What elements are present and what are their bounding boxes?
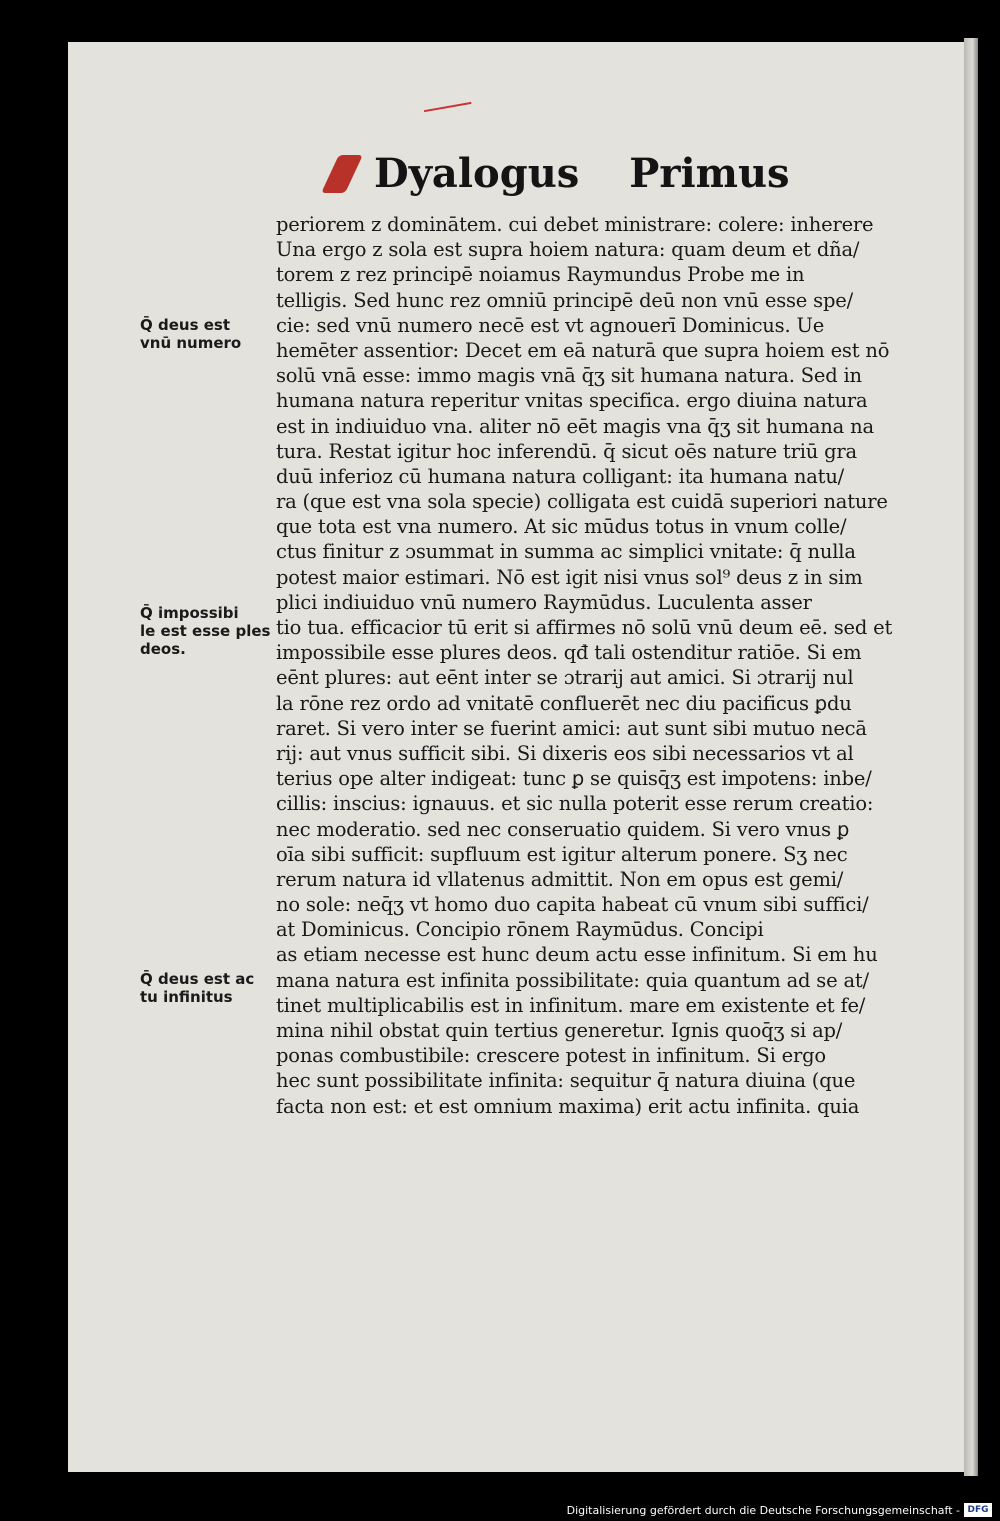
text-line: humana natura reperitur vnitas specifica. ergo diuina natura: [276, 389, 868, 413]
margin-note-2: [140, 604, 276, 658]
margin-note-line: Q̄ impossibi: [140, 604, 239, 622]
text-line: duū inferioz cū humana natura colligant: ita humana natu/: [276, 464, 845, 488]
text-line: raret. Si vero inter se fuerint amici: aut sunt sibi mutuo necā: [276, 716, 867, 740]
text-line: ctus finitur z ɔsummat in summa ac simplici vnitate: q̄ nulla: [276, 540, 856, 564]
text-line: mina nihil obstat quin tertius generetur. Ignis quoq̄ʒ si ap/: [276, 1019, 843, 1042]
text-line: tura. Restat igitur hoc inferendū. q̄ sicut oēs nature triū gra: [276, 439, 857, 463]
text-line: nec moderatio. sed nec conseruatio quidem. Si vero vnus ꝑ: [276, 817, 850, 841]
text-line: cie: sed vnū numero necē est vt agnouerī Dominicus. Ue: [276, 313, 825, 337]
text-line: est in indiuiduo vna. aliter nō eēt magis vna q̄ʒ sit humana na: [276, 414, 874, 438]
page-heading: [330, 150, 830, 214]
margin-note-1: [140, 316, 276, 352]
text-line: torem z rez principē noiamus Raymundus Probe me in: [276, 263, 805, 287]
text-line: Una ergo z sola est supra hoiem natura: quam deum et dña/: [276, 238, 860, 262]
margin-note-line: Q̄ deus est: [140, 316, 230, 334]
text-line: rij: aut vnus sufficit sibi. Si dixeris eos sibi necessarios vt al: [276, 741, 854, 765]
dfg-logo-icon: DFG: [964, 1503, 992, 1517]
text-line: la rōne rez ordo ad vnitatē confluerēt nec diu pacificus ꝑdu: [276, 691, 852, 715]
margin-note-line: deos.: [140, 640, 186, 658]
text-line: terius ope alter indigeat: tunc ꝑ se quisq̄ʒ est impotens: inbe/: [276, 767, 872, 791]
text-line: telligis. Sed hunc rez omniū principē deū non vnū esse spe/: [276, 288, 853, 312]
text-line: ra (que est vna sola specie) colligata est cuidā superiori nature: [276, 490, 888, 514]
margin-note-line: Q̄ deus est ac: [140, 970, 255, 988]
heading-word-1: Dyalogus: [374, 150, 580, 197]
heading-word-2: Primus: [629, 150, 790, 197]
text-line: periorem z dominātem. cui debet ministrare: colere: inherere: [276, 213, 874, 236]
body-text-block: [276, 212, 904, 1119]
text-line: tio tua. efficacior tū erit si affirmes nō solū vnū deum eē. sed et: [276, 616, 893, 639]
text-line: solū vnā esse: immo magis vnā q̄ʒ sit humana natura. Sed in: [276, 364, 862, 388]
text-line: tinet multiplicabilis est in infinitum. mare em existente et fe/: [276, 993, 866, 1017]
margin-note-line: le est esse ples: [140, 622, 271, 640]
text-line: plici indiuiduo vnū numero Raymūdus. Luculenta asser: [276, 590, 812, 614]
text-line: cillis: inscius: ignauus. et sic nulla poterit esse rerum creatio:: [276, 792, 874, 816]
text-line: eēnt plures: aut eēnt inter se ɔtrarij aut amici. Si ɔtrarij nul: [276, 666, 854, 690]
page-edge: [964, 38, 978, 1476]
text-line: mana natura est infinita possibilitate: quia quantum ad se at/: [276, 968, 869, 992]
text-line: hemēter assentior: Decet em eā naturā que supra hoiem est nō: [276, 338, 890, 362]
text-line: oīa sibi sufficit: supfluum est igitur alterum ponere. Sʒ nec: [276, 842, 848, 866]
text-line: facta non est: et est omnium maxima) erit actu infinita. quia: [276, 1094, 860, 1118]
text-line: que tota est vna numero. At sic mūdus totus in vnum colle/: [276, 515, 847, 539]
footer-credit: Digitalisierung gefördert durch die Deutsche Forschungsgemeinschaft -: [566, 1504, 960, 1517]
text-line: at Dominicus. Concipio rōnem Raymūdus. Concipi: [276, 918, 764, 942]
text-line: no sole: neq̄ʒ vt homo duo capita habeat cū vnum sibi suffici/: [276, 893, 869, 917]
margin-note-line: vnū numero: [140, 334, 242, 352]
text-line: ponas combustibile: crescere potest in infinitum. Si ergo: [276, 1044, 826, 1068]
margin-note-line: tu infinitus: [140, 988, 233, 1006]
text-line: as etiam necesse est hunc deum actu esse infinitum. Si em hu: [276, 943, 878, 967]
text-line: impossibile esse plures deos. qđ tali ostenditur ratiōe. Si em: [276, 641, 862, 665]
margin-note-3: [140, 970, 276, 1006]
text-line: rerum natura id vllatenus admittit. Non em opus est gemi/: [276, 867, 844, 891]
text-line: hec sunt possibilitate infinita: sequitur q̄ natura diuina (que: [276, 1069, 856, 1093]
text-line: potest maior estimari. Nō est igit nisi vnus sol⁹ deus z in sim: [276, 565, 863, 589]
footer-bar: [0, 1500, 1000, 1521]
